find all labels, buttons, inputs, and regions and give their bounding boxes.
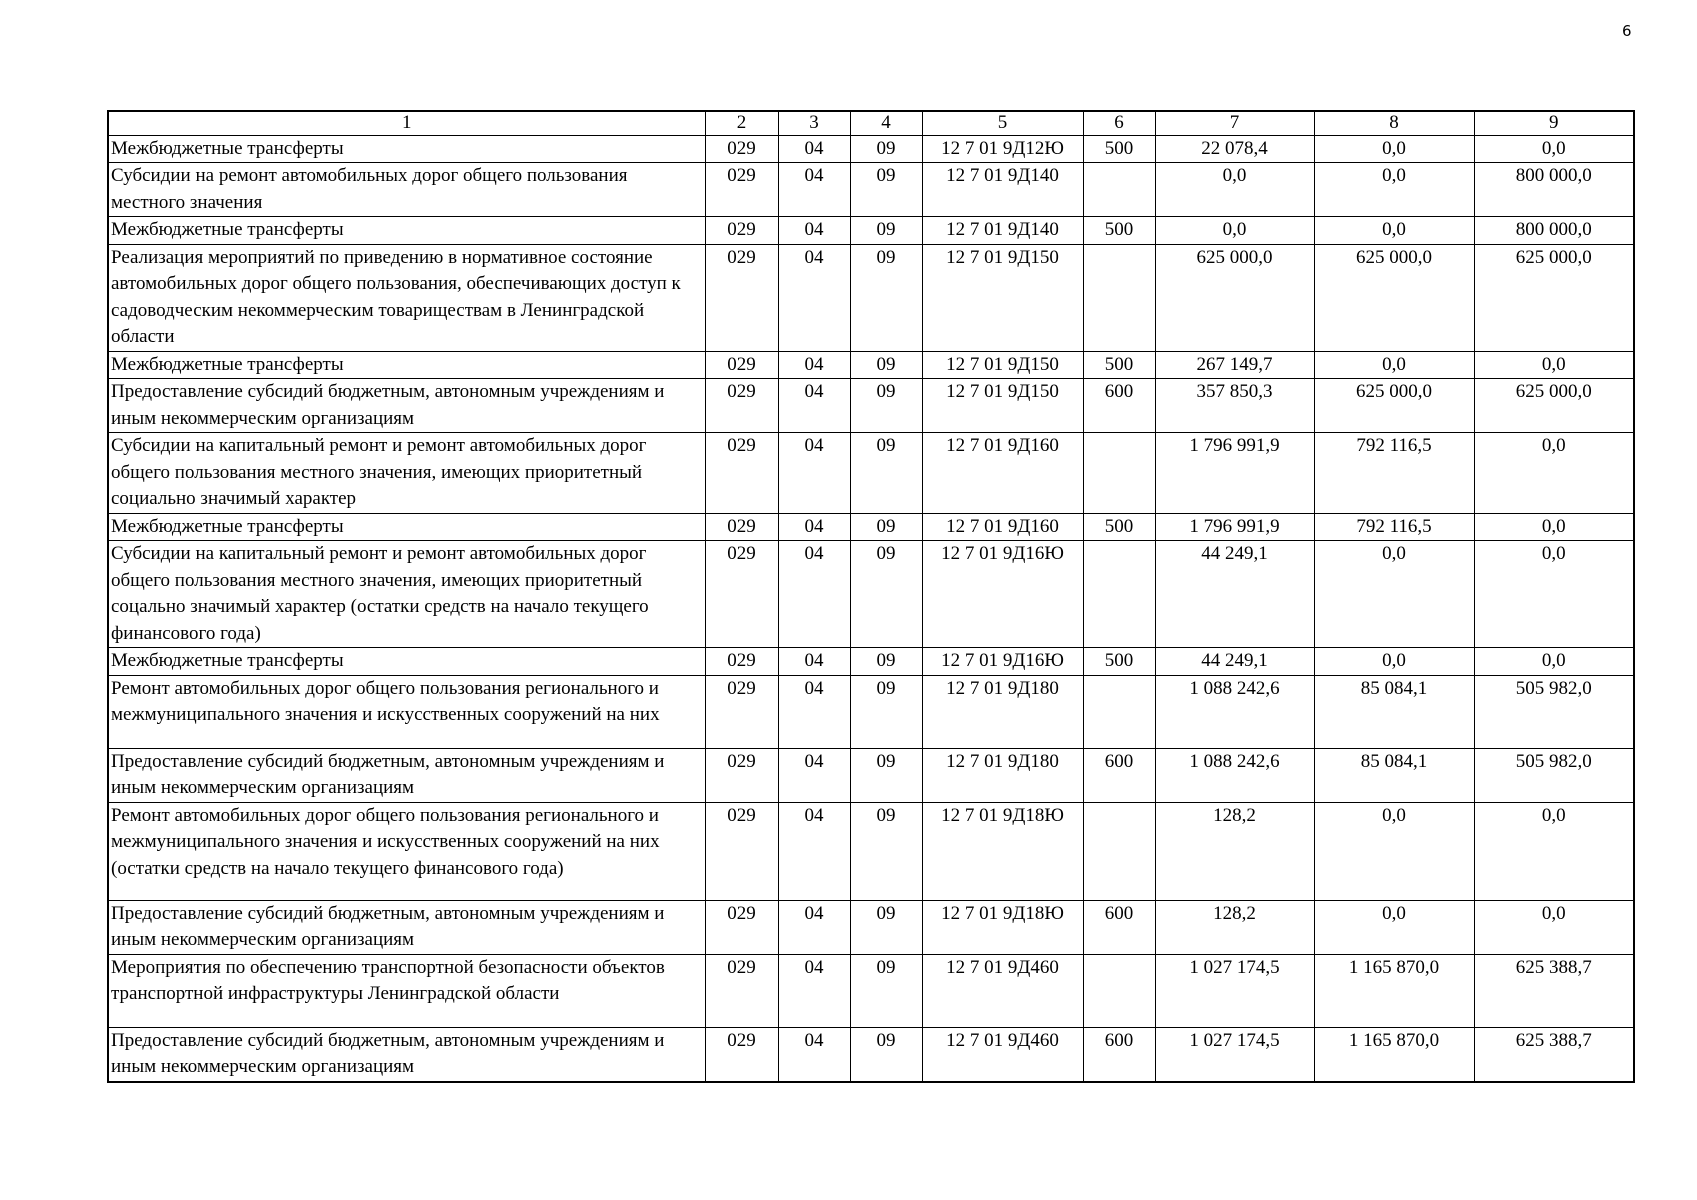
target-article-cell: 12 7 01 9Д460 — [922, 1027, 1083, 1082]
table-row — [108, 675, 1634, 748]
year1-amount-cell: 44 249,1 — [1155, 648, 1314, 676]
expense-type-cell — [1083, 163, 1155, 217]
expense-type-cell: 500 — [1083, 135, 1155, 163]
subsection-cell: 09 — [850, 954, 922, 1027]
subsection-cell: 09 — [850, 379, 922, 433]
header-row — [108, 111, 1634, 135]
subsection-cell: 09 — [850, 1027, 922, 1082]
chapter-cell: 029 — [705, 748, 778, 802]
year1-amount-cell: 22 078,4 — [1155, 135, 1314, 163]
chapter-cell: 029 — [705, 217, 778, 245]
description-cell: Предоставление субсидий бюджетным, автономным учреждениям и иным некоммерческим организациям — [108, 1027, 705, 1082]
section-cell: 04 — [778, 433, 850, 514]
section-cell: 04 — [778, 379, 850, 433]
description-cell: Межбюджетные трансферты — [108, 351, 705, 379]
year1-amount-cell: 128,2 — [1155, 802, 1314, 900]
subsection-cell: 09 — [850, 217, 922, 245]
expense-type-cell: 600 — [1083, 748, 1155, 802]
year3-amount-cell: 0,0 — [1474, 351, 1634, 379]
table-row — [108, 954, 1634, 1027]
table-row — [108, 379, 1634, 433]
chapter-cell: 029 — [705, 379, 778, 433]
year1-amount-cell: 625 000,0 — [1155, 244, 1314, 351]
description-cell: Реализация мероприятий по приведению в нормативное состояние автомобильных дорог общего пользования, обеспечивающих доступ к садоводческим некоммерческим товариществам в Ленинградской области — [108, 244, 705, 351]
table-row — [108, 648, 1634, 676]
description-cell: Ремонт автомобильных дорог общего пользования регионального и межмуниципального значения и искусственных сооружений на них — [108, 675, 705, 748]
year2-amount-cell: 85 084,1 — [1314, 675, 1474, 748]
subsection-cell: 09 — [850, 433, 922, 514]
year1-amount-cell: 267 149,7 — [1155, 351, 1314, 379]
description-cell: Субсидии на ремонт автомобильных дорог общего пользования местного значения — [108, 163, 705, 217]
description-cell: Субсидии на капитальный ремонт и ремонт автомобильных дорог общего пользования местного значения, имеющих приоритетный социально значимый характер — [108, 433, 705, 514]
section-cell: 04 — [778, 217, 850, 245]
target-article-cell: 12 7 01 9Д18Ю — [922, 802, 1083, 900]
table-row — [108, 244, 1634, 351]
header-cell: 5 — [922, 111, 1083, 135]
section-cell: 04 — [778, 748, 850, 802]
description-cell: Межбюджетные трансферты — [108, 648, 705, 676]
subsection-cell: 09 — [850, 648, 922, 676]
year1-amount-cell: 128,2 — [1155, 900, 1314, 954]
expense-type-cell — [1083, 244, 1155, 351]
table-row — [108, 135, 1634, 163]
chapter-cell: 029 — [705, 954, 778, 1027]
expense-type-cell: 500 — [1083, 648, 1155, 676]
chapter-cell: 029 — [705, 433, 778, 514]
expense-type-cell: 600 — [1083, 1027, 1155, 1082]
header-cell: 1 — [108, 111, 705, 135]
year2-amount-cell: 0,0 — [1314, 163, 1474, 217]
subsection-cell: 09 — [850, 351, 922, 379]
description-cell: Межбюджетные трансферты — [108, 135, 705, 163]
year1-amount-cell: 1 088 242,6 — [1155, 675, 1314, 748]
chapter-cell: 029 — [705, 135, 778, 163]
target-article-cell: 12 7 01 9Д160 — [922, 513, 1083, 541]
subsection-cell: 09 — [850, 900, 922, 954]
table-row — [108, 1027, 1634, 1082]
year1-amount-cell: 1 088 242,6 — [1155, 748, 1314, 802]
header-cell: 4 — [850, 111, 922, 135]
description-cell: Межбюджетные трансферты — [108, 513, 705, 541]
header-cell: 3 — [778, 111, 850, 135]
table-row — [108, 748, 1634, 802]
section-cell: 04 — [778, 513, 850, 541]
table-row — [108, 541, 1634, 648]
chapter-cell: 029 — [705, 900, 778, 954]
table-row — [108, 163, 1634, 217]
expense-type-cell — [1083, 675, 1155, 748]
table-row — [108, 513, 1634, 541]
table-row — [108, 802, 1634, 900]
year3-amount-cell: 800 000,0 — [1474, 163, 1634, 217]
year3-amount-cell: 0,0 — [1474, 802, 1634, 900]
year3-amount-cell: 800 000,0 — [1474, 217, 1634, 245]
target-article-cell: 12 7 01 9Д12Ю — [922, 135, 1083, 163]
year1-amount-cell: 44 249,1 — [1155, 541, 1314, 648]
subsection-cell: 09 — [850, 748, 922, 802]
table-row — [108, 433, 1634, 514]
header-cell: 6 — [1083, 111, 1155, 135]
chapter-cell: 029 — [705, 648, 778, 676]
year3-amount-cell: 625 000,0 — [1474, 244, 1634, 351]
subsection-cell: 09 — [850, 244, 922, 351]
description-cell: Межбюджетные трансферты — [108, 217, 705, 245]
section-cell: 04 — [778, 244, 850, 351]
year2-amount-cell: 0,0 — [1314, 217, 1474, 245]
subsection-cell: 09 — [850, 163, 922, 217]
chapter-cell: 029 — [705, 541, 778, 648]
section-cell: 04 — [778, 163, 850, 217]
expense-type-cell — [1083, 433, 1155, 514]
header-cell: 8 — [1314, 111, 1474, 135]
year1-amount-cell: 0,0 — [1155, 217, 1314, 245]
year3-amount-cell: 625 388,7 — [1474, 954, 1634, 1027]
budget-table — [107, 110, 1635, 1083]
expense-type-cell — [1083, 802, 1155, 900]
subsection-cell: 09 — [850, 135, 922, 163]
year1-amount-cell: 1 027 174,5 — [1155, 954, 1314, 1027]
target-article-cell: 12 7 01 9Д150 — [922, 379, 1083, 433]
year2-amount-cell: 625 000,0 — [1314, 244, 1474, 351]
description-cell: Предоставление субсидий бюджетным, автономным учреждениям и иным некоммерческим организациям — [108, 900, 705, 954]
year3-amount-cell: 0,0 — [1474, 541, 1634, 648]
expense-type-cell — [1083, 954, 1155, 1027]
section-cell: 04 — [778, 135, 850, 163]
target-article-cell: 12 7 01 9Д16Ю — [922, 541, 1083, 648]
chapter-cell: 029 — [705, 1027, 778, 1082]
section-cell: 04 — [778, 802, 850, 900]
year3-amount-cell: 0,0 — [1474, 135, 1634, 163]
section-cell: 04 — [778, 954, 850, 1027]
year2-amount-cell: 0,0 — [1314, 802, 1474, 900]
year1-amount-cell: 0,0 — [1155, 163, 1314, 217]
year1-amount-cell: 1 027 174,5 — [1155, 1027, 1314, 1082]
year2-amount-cell: 0,0 — [1314, 648, 1474, 676]
expense-type-cell: 500 — [1083, 217, 1155, 245]
target-article-cell: 12 7 01 9Д460 — [922, 954, 1083, 1027]
chapter-cell: 029 — [705, 802, 778, 900]
description-cell: Ремонт автомобильных дорог общего пользования регионального и межмуниципального значения и искусственных сооружений на них (остатки средств на начало текущего финансового года) — [108, 802, 705, 900]
description-cell: Субсидии на капитальный ремонт и ремонт автомобильных дорог общего пользования местного значения, имеющих приоритетный соцально значимый характер (остатки средств на начало текущего финансового года) — [108, 541, 705, 648]
year3-amount-cell: 625 000,0 — [1474, 379, 1634, 433]
year3-amount-cell: 0,0 — [1474, 900, 1634, 954]
target-article-cell: 12 7 01 9Д160 — [922, 433, 1083, 514]
table-row — [108, 900, 1634, 954]
year3-amount-cell: 505 982,0 — [1474, 748, 1634, 802]
header-cell: 7 — [1155, 111, 1314, 135]
year3-amount-cell: 0,0 — [1474, 513, 1634, 541]
section-cell: 04 — [778, 351, 850, 379]
year2-amount-cell: 0,0 — [1314, 351, 1474, 379]
target-article-cell: 12 7 01 9Д140 — [922, 163, 1083, 217]
year2-amount-cell: 0,0 — [1314, 900, 1474, 954]
table-row — [108, 351, 1634, 379]
year2-amount-cell: 792 116,5 — [1314, 433, 1474, 514]
year3-amount-cell: 0,0 — [1474, 433, 1634, 514]
year2-amount-cell: 0,0 — [1314, 541, 1474, 648]
chapter-cell: 029 — [705, 351, 778, 379]
expense-type-cell — [1083, 541, 1155, 648]
target-article-cell: 12 7 01 9Д150 — [922, 351, 1083, 379]
year2-amount-cell: 1 165 870,0 — [1314, 1027, 1474, 1082]
chapter-cell: 029 — [705, 163, 778, 217]
year2-amount-cell: 1 165 870,0 — [1314, 954, 1474, 1027]
target-article-cell: 12 7 01 9Д18Ю — [922, 900, 1083, 954]
subsection-cell: 09 — [850, 541, 922, 648]
chapter-cell: 029 — [705, 244, 778, 351]
target-article-cell: 12 7 01 9Д16Ю — [922, 648, 1083, 676]
header-cell: 9 — [1474, 111, 1634, 135]
year2-amount-cell: 85 084,1 — [1314, 748, 1474, 802]
year2-amount-cell: 625 000,0 — [1314, 379, 1474, 433]
subsection-cell: 09 — [850, 675, 922, 748]
section-cell: 04 — [778, 675, 850, 748]
year3-amount-cell: 505 982,0 — [1474, 675, 1634, 748]
section-cell: 04 — [778, 1027, 850, 1082]
target-article-cell: 12 7 01 9Д140 — [922, 217, 1083, 245]
section-cell: 04 — [778, 648, 850, 676]
year2-amount-cell: 0,0 — [1314, 135, 1474, 163]
chapter-cell: 029 — [705, 675, 778, 748]
description-cell: Предоставление субсидий бюджетным, автономным учреждениям и иным некоммерческим организациям — [108, 379, 705, 433]
year3-amount-cell: 0,0 — [1474, 648, 1634, 676]
page-number: 6 — [1622, 22, 1632, 40]
year3-amount-cell: 625 388,7 — [1474, 1027, 1634, 1082]
expense-type-cell: 600 — [1083, 900, 1155, 954]
target-article-cell: 12 7 01 9Д150 — [922, 244, 1083, 351]
expense-type-cell: 500 — [1083, 513, 1155, 541]
description-cell: Предоставление субсидий бюджетным, автономным учреждениям и иным некоммерческим организациям — [108, 748, 705, 802]
section-cell: 04 — [778, 900, 850, 954]
target-article-cell: 12 7 01 9Д180 — [922, 675, 1083, 748]
year1-amount-cell: 1 796 991,9 — [1155, 513, 1314, 541]
subsection-cell: 09 — [850, 513, 922, 541]
year1-amount-cell: 357 850,3 — [1155, 379, 1314, 433]
year1-amount-cell: 1 796 991,9 — [1155, 433, 1314, 514]
section-cell: 04 — [778, 541, 850, 648]
target-article-cell: 12 7 01 9Д180 — [922, 748, 1083, 802]
header-cell: 2 — [705, 111, 778, 135]
expense-type-cell: 600 — [1083, 379, 1155, 433]
description-cell: Мероприятия по обеспечению транспортной безопасности объектов транспортной инфраструктуры Ленинградской области — [108, 954, 705, 1027]
expense-type-cell: 500 — [1083, 351, 1155, 379]
subsection-cell: 09 — [850, 802, 922, 900]
table-row — [108, 217, 1634, 245]
chapter-cell: 029 — [705, 513, 778, 541]
year2-amount-cell: 792 116,5 — [1314, 513, 1474, 541]
